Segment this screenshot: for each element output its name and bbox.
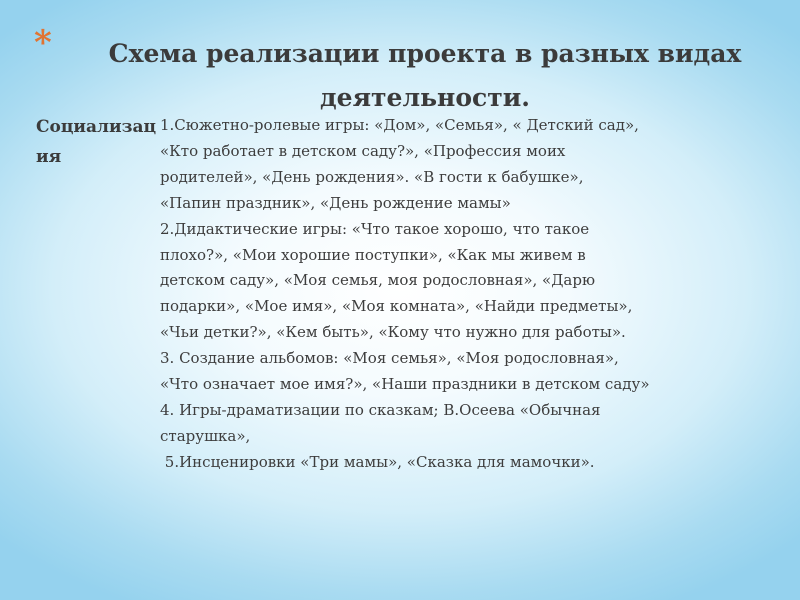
activity-line: 1.Сюжетно-ролевые игры: «Дом», «Семья», « Детский сад», — [160, 116, 639, 134]
title-bullet-icon: * — [34, 23, 52, 63]
slide-title: Схема реализации проекта в разных видах деятельности. — [108, 39, 742, 112]
activity-line: «Чьи детки?», «Кем быть», «Кому что нужно для работы». — [160, 323, 626, 342]
activity-line: «Что означает мое имя?», «Наши праздники в детском саду» — [160, 375, 650, 394]
activity-line: 2.Дидактические игры: «Что такое хорошо, что такое — [160, 219, 590, 238]
activity-line: родителей», «День рождения». «В гости к бабушке», — [160, 167, 584, 186]
activity-line: детском саду», «Моя семья, моя родословная», «Дарю — [160, 271, 596, 290]
activity-line: подарки», «Мое имя», «Моя комната», «Найди предметы», — [160, 297, 633, 316]
activity-line: 5.Инсценировки «Три мамы», «Сказка для мамочки». — [160, 452, 595, 471]
activity-line: 3. Создание альбомов: «Моя семья», «Моя родословная», — [160, 349, 619, 368]
activity-line: 4. Игры-драматизации по сказкам; В.Осеева «Обычная — [160, 400, 601, 419]
section-label-socialization: Социализация — [36, 117, 157, 167]
activity-line: плохо?», «Мои хорошие поступки», «Как мы живем в — [160, 245, 586, 264]
activities-list — [160, 113, 750, 476]
activity-line: «Папин праздник», «День рождение мамы» — [160, 193, 511, 212]
activity-line: старушка», — [160, 426, 251, 445]
activity-line: «Кто работает в детском саду?», «Профессия моих — [160, 141, 566, 160]
